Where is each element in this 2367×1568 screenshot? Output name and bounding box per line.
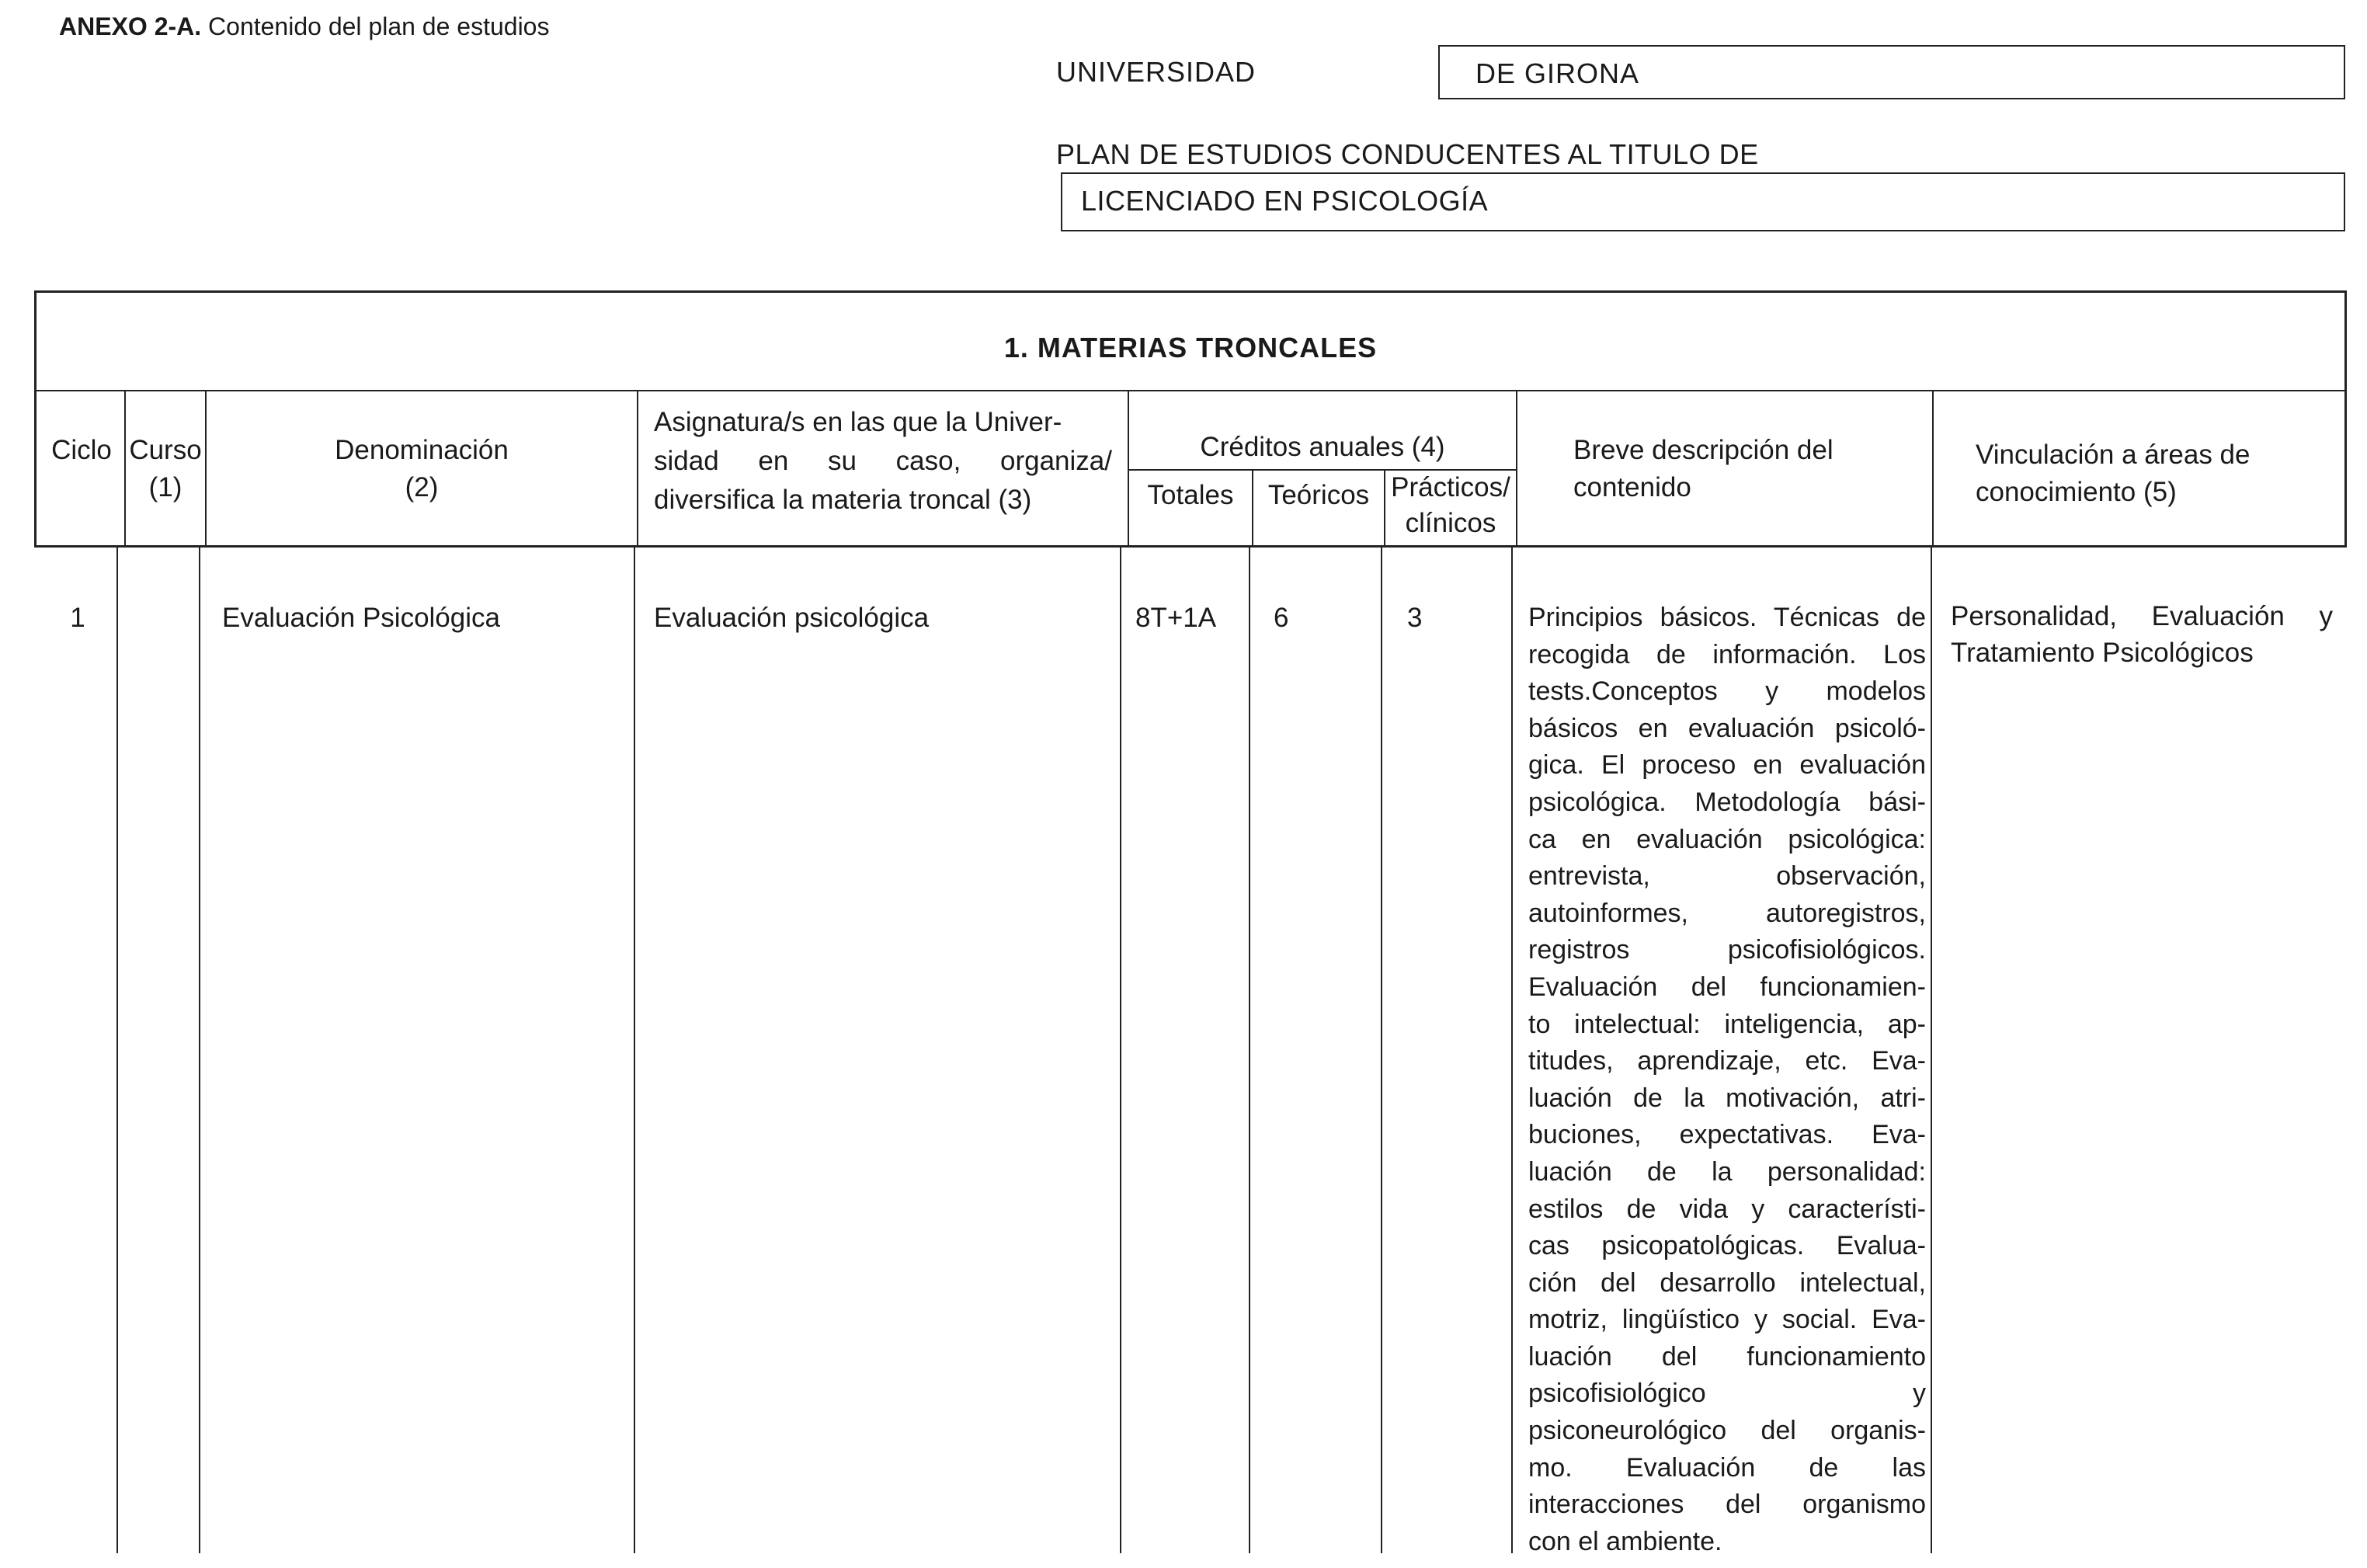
row-vinculacion (1951, 598, 2333, 671)
row-ciclo: 1 (70, 603, 85, 633)
descripcion-line: entrevista, observación, (1528, 861, 1926, 892)
descripcion-line: tests.Conceptos y modelos (1528, 676, 1926, 707)
descripcion-line: Principios básicos. Técnicas de (1528, 603, 1926, 632)
col-sep-7 (1516, 391, 1517, 547)
descripcion-line: to intelectual: inteligencia, ap- (1528, 1009, 1926, 1039)
annex-heading (59, 12, 549, 41)
table-top-border (34, 290, 2347, 293)
body-sep-8 (1931, 547, 1932, 1553)
plan-value: LICENCIADO EN PSICOLOGÍA (1081, 185, 1489, 217)
body-sep-5 (1249, 547, 1250, 1553)
col-sep-2 (205, 391, 207, 547)
row-descripcion (1528, 600, 1926, 1560)
header-denominacion: Denominación (335, 435, 509, 465)
descripcion-line: con el ambiente. (1528, 1526, 1722, 1556)
header-totales: Totales (1147, 480, 1234, 510)
row-totales: 8T+1A (1135, 603, 1217, 633)
header-vinculacion-line-2: conocimiento (5) (1976, 477, 2177, 507)
descripcion-line: registros psicofisiológicos. (1528, 935, 1926, 965)
col-sep-8 (1932, 391, 1934, 547)
header-ciclo: Ciclo (51, 435, 112, 465)
descripcion-line: cas psicopatológicas. Evalua- (1528, 1231, 1926, 1261)
vinculacion-line: Personalidad, Evaluación y (1951, 601, 2333, 631)
descripcion-line: motriz, lingüístico y social. Eva- (1528, 1305, 1926, 1335)
descripcion-line: psicológica. Metodología bási- (1528, 787, 1926, 817)
plan-label: PLAN DE ESTUDIOS CONDUCENTES AL TITULO DE (1056, 138, 1759, 170)
header-divider (34, 545, 2347, 548)
descripcion-line: gica. El proceso en evaluación (1528, 750, 1926, 781)
descripcion-line: ca en evaluación psicológica: (1528, 824, 1926, 854)
header-creditos: Créditos anuales (4) (1200, 432, 1445, 462)
row-practicos: 3 (1407, 603, 1423, 633)
descripcion-line: luación del funcionamiento (1528, 1341, 1926, 1372)
descripcion-line: interacciones del organismo (1528, 1490, 1926, 1520)
body-sep-7 (1511, 547, 1513, 1553)
col-sep-4 (1128, 391, 1129, 547)
descripcion-line: autoinformes, autoregistros, (1528, 898, 1926, 928)
descripcion-line: básicos en evaluación psicoló- (1528, 713, 1926, 743)
descripcion-line: luación de la motivación, atri- (1528, 1083, 1926, 1113)
university-value: DE GIRONA (1475, 57, 1640, 89)
body-sep-6 (1381, 547, 1382, 1553)
descripcion-line: estilos de vida y característi- (1528, 1194, 1926, 1224)
header-vinculacion-line-1: Vinculación a áreas de (1976, 440, 2251, 470)
annex-description: Contenido del plan de estudios (201, 12, 550, 40)
header-teoricos: Teóricos (1267, 480, 1370, 510)
header-denominacion-note: (2) (405, 472, 439, 502)
descripcion-line: recogida de información. Los (1528, 639, 1926, 669)
university-label: UNIVERSIDAD (1056, 56, 1256, 88)
body-sep-2 (199, 547, 200, 1553)
descripcion-line: buciones, expectativas. Eva- (1528, 1120, 1926, 1150)
title-divider (34, 390, 2347, 391)
row-denominacion: Evaluación Psicológica (222, 603, 500, 633)
descripcion-line: mo. Evaluación de las (1528, 1452, 1926, 1483)
descripcion-line: titudes, aprendizaje, etc. Eva- (1528, 1046, 1926, 1076)
header-asignatura-line-1: Asignatura/s en las que la Univer- (654, 407, 1062, 437)
header-asignatura-line-3: diversifica la materia troncal (3) (654, 485, 1032, 515)
header-curso-note: (1) (148, 472, 182, 502)
header-curso: Curso (129, 435, 202, 465)
descripcion-line: Evaluación del funcionamien- (1528, 972, 1926, 1002)
body-sep-3 (634, 547, 635, 1553)
table-title: 1. MATERIAS TRONCALES (1003, 332, 1378, 363)
descripcion-line: ción del desarrollo intelectual, (1528, 1267, 1926, 1298)
row-teoricos: 6 (1274, 603, 1289, 633)
header-breve-line-2: contenido (1573, 472, 1691, 502)
annex-number: ANEXO 2-A. (59, 12, 202, 40)
header-clinicos: clínicos (1405, 508, 1496, 538)
col-sep-1 (124, 391, 126, 547)
header-asignatura-line-2: sidad en su caso, organiza/ (654, 446, 1112, 476)
descripcion-line: psicofisiológico y (1528, 1379, 1926, 1409)
header-practicos: Prácticos/ (1391, 472, 1510, 502)
descripcion-line: psiconeurológico del organis- (1528, 1416, 1926, 1446)
creditos-divider (1129, 469, 1517, 471)
header-breve-line-1: Breve descripción del (1573, 435, 1833, 465)
col-sep-3 (637, 391, 638, 547)
body-sep-4 (1120, 547, 1121, 1553)
row-asignatura: Evaluación psicológica (654, 603, 930, 633)
descripcion-line: luación de la personalidad: (1528, 1156, 1926, 1187)
body-sep-1 (116, 547, 118, 1553)
table-left-border (34, 290, 36, 547)
vinculacion-line: Tratamiento Psicológicos (1951, 638, 2254, 668)
table-right-border (2344, 290, 2347, 547)
